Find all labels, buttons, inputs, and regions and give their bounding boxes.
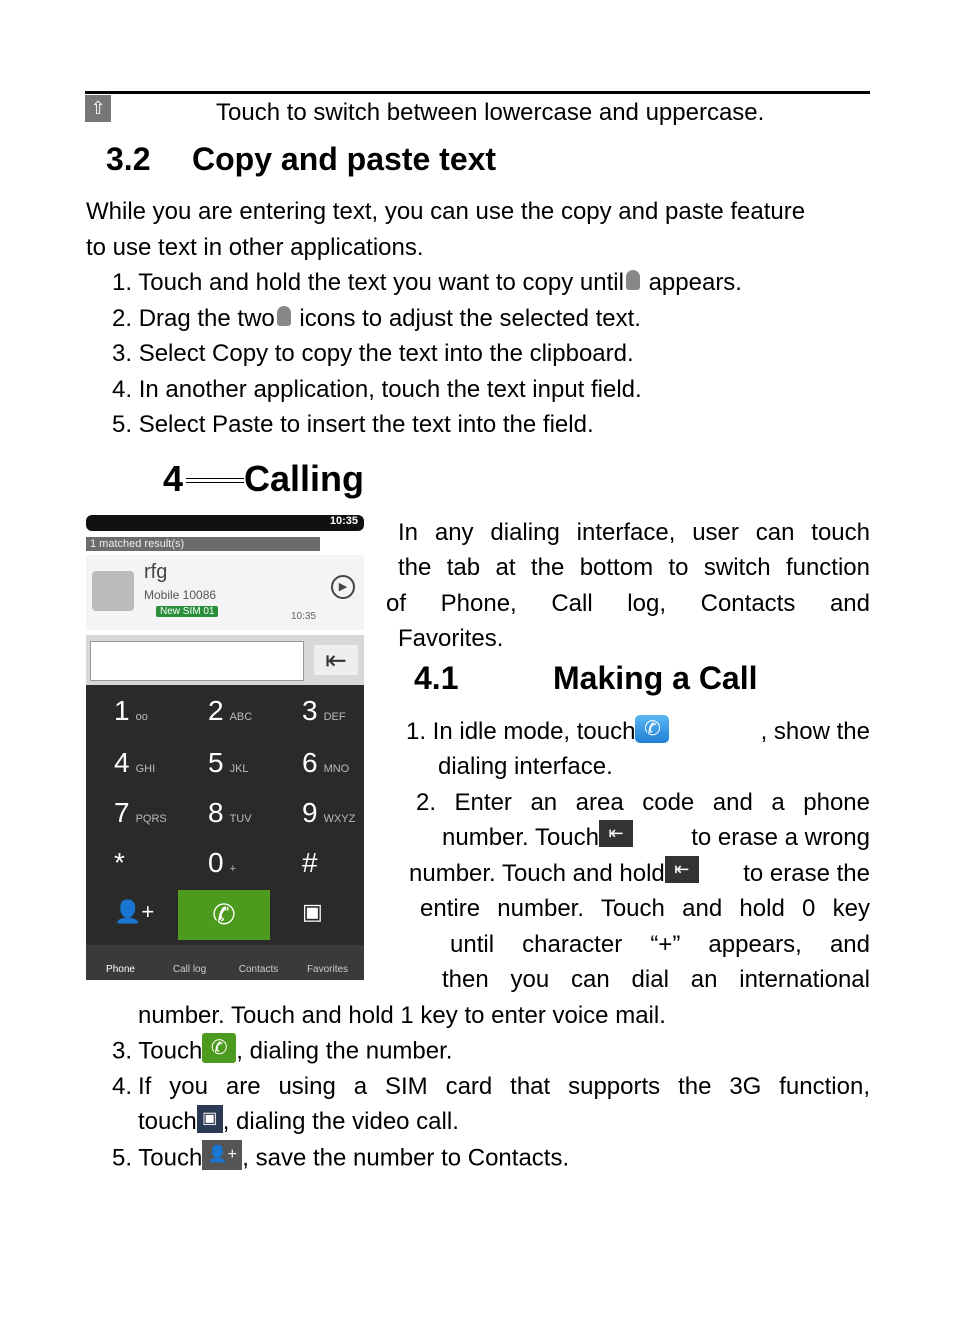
step-text-end: to erase the	[743, 860, 870, 887]
step-text-end: , show the	[760, 718, 870, 745]
key-5: 5 JKL	[208, 747, 249, 778]
step-text: number. Touch and hold	[409, 860, 665, 887]
tab-contacts: Contacts	[238, 964, 279, 975]
call-step-2-line-3	[409, 860, 870, 888]
key-star: *	[114, 847, 125, 878]
section-4-1-number: 4.1	[414, 660, 459, 696]
copy-step-3	[112, 340, 634, 368]
dialer-screenshot	[86, 515, 364, 980]
section-3-2-number: 3.2	[106, 141, 151, 177]
phone-app-icon: ✆	[635, 715, 669, 743]
shift-description: Touch to switch between lowercase and uppercase.	[216, 99, 765, 126]
step-number: 4.	[112, 1073, 133, 1100]
step-text: 1. In idle mode, touch	[406, 718, 636, 745]
calling-para-1: In any dialing interface, user can touch	[398, 519, 870, 546]
copy-step-2	[112, 305, 641, 333]
call-step-1-line-1	[406, 718, 870, 747]
step-text: In another application, touch the text input field.	[138, 376, 642, 403]
section-4-1-title: Making a Call	[553, 660, 758, 696]
result-time: 10:35	[291, 611, 317, 622]
call-step-2-line-4: entire number. Touch and hold 0 key	[420, 895, 870, 922]
dial-input-bar	[86, 635, 364, 685]
text-handle-icon	[277, 306, 291, 326]
dial-keypad	[86, 685, 364, 945]
step-text-end: appears.	[641, 269, 742, 296]
backspace-icon: ⇤	[599, 820, 633, 847]
video-call-icon: ▣	[197, 1105, 223, 1133]
sim-badge: New SIM 01	[156, 606, 218, 617]
shift-arrow-icon: ⇧	[85, 95, 111, 122]
step-number: 4.	[112, 376, 133, 403]
step-text: number. Touch	[442, 824, 599, 851]
tab-favorites: Favorites	[306, 964, 349, 975]
calling-para-2: the tab at the bottom to switch function	[398, 554, 870, 581]
step-text: Drag the two	[138, 305, 275, 332]
step-number: 5.	[112, 411, 133, 438]
calling-para-3: of Phone, Call log, Contacts and	[386, 590, 870, 617]
search-result	[86, 555, 364, 630]
tab-call-log: Call log	[172, 964, 207, 975]
call-step-2-line-5: until character “+” appears, and	[450, 931, 870, 958]
step-text: If you are using a SIM card that supports the 3G function,	[138, 1073, 870, 1100]
calling-para-4: Favorites.	[398, 625, 504, 652]
video-call-icon: ▣	[302, 899, 323, 924]
step-text: Touch	[138, 1144, 203, 1172]
call-step-2-line-6: then you can dial an international	[442, 966, 870, 993]
contact-avatar-icon	[92, 571, 134, 611]
copy-step-4	[112, 376, 642, 404]
copy-step-5	[112, 411, 594, 439]
result-number: Mobile 10086	[144, 588, 217, 602]
intro-line-2: to use text in other applications.	[86, 234, 424, 261]
dialer-tabs	[86, 945, 364, 980]
step-text: touch	[138, 1108, 197, 1135]
step-text-end: icons to adjust the selected text.	[292, 305, 641, 332]
key-9: 9 WXYZ	[302, 797, 356, 828]
key-2: 2 ABC	[208, 695, 253, 726]
status-bar	[86, 515, 364, 531]
result-name: rfg	[144, 561, 168, 583]
key-3: 3 DEF	[302, 695, 346, 726]
call-step-4-line-1	[112, 1073, 870, 1101]
dial-input	[90, 641, 304, 681]
step-text-end: , dialing the number.	[236, 1037, 453, 1065]
add-contact-icon: 👤+	[202, 1140, 242, 1170]
key-hash: #	[302, 847, 318, 878]
key-4: 4 GHI	[114, 747, 156, 778]
matched-results: 1 matched result(s)	[86, 537, 320, 551]
call-step-3	[112, 1037, 452, 1067]
backspace-icon: ⇤	[314, 645, 358, 675]
call-icon: ✆	[178, 890, 270, 940]
call-step-2-line-7: number. Touch and hold 1 key to enter voice mail.	[138, 1002, 666, 1029]
section-3-2-title: Copy and paste text	[192, 141, 497, 177]
step-number: 1.	[112, 269, 133, 296]
step-number: 3.	[112, 340, 133, 367]
tab-phone: Phone	[106, 964, 135, 975]
step-text-end: , save the number to Contacts.	[242, 1144, 570, 1172]
key-0: 0 +	[208, 847, 237, 878]
call-step-2-line-2	[442, 824, 870, 852]
header-rule	[85, 91, 870, 94]
step-text: Touch	[138, 1037, 203, 1065]
step-number: 5.	[112, 1144, 133, 1172]
call-step-4-line-2	[138, 1108, 459, 1137]
key-1: 1 oo	[114, 695, 148, 726]
section-4-title: Calling	[244, 458, 365, 499]
call-step-1-line-2: dialing interface.	[438, 753, 613, 780]
step-text: Touch and hold the text you want to copy until	[138, 269, 624, 296]
step-text-end: to erase a wrong	[691, 824, 870, 851]
copy-step-1	[112, 269, 742, 297]
step-number: 2.	[112, 305, 133, 332]
add-contact-icon: 👤+	[114, 899, 155, 924]
key-6: 6 MNO	[302, 747, 350, 778]
section-4-number: 4	[163, 458, 184, 499]
step-number: 3.	[112, 1037, 133, 1065]
key-7: 7 PQRS	[114, 797, 167, 828]
status-time: 10:35	[329, 515, 358, 527]
backspace-icon: ⇤	[665, 856, 699, 883]
call-icon: ✆	[202, 1033, 236, 1063]
text-handle-icon	[626, 270, 640, 290]
play-icon: ▶	[331, 575, 355, 599]
key-8: 8 TUV	[208, 797, 252, 828]
intro-line-1: While you are entering text, you can use the copy and paste feature	[86, 198, 806, 225]
step-text: Select Paste to insert the text into the field.	[138, 411, 594, 438]
step-text-end: , dialing the video call.	[222, 1108, 459, 1135]
step-text: Select Copy to copy the text into the clipboard.	[138, 340, 634, 367]
heading-leader	[186, 478, 244, 483]
call-step-2-line-1: 2. Enter an area code and a phone	[416, 789, 870, 816]
call-step-5	[112, 1144, 569, 1174]
